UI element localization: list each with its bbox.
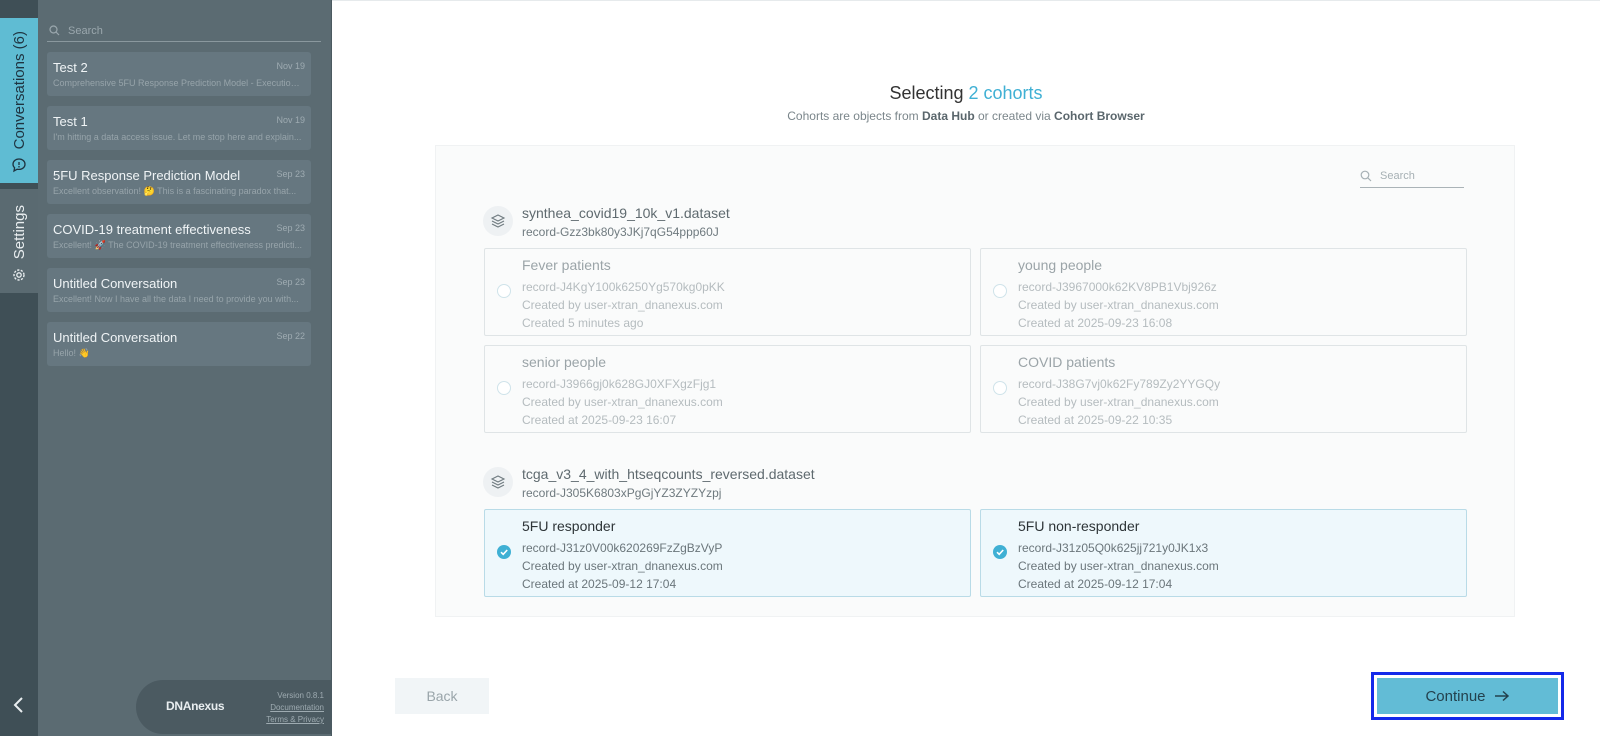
- tab-settings-label: Settings: [10, 204, 28, 259]
- dataset-name: synthea_covid19_10k_v1.dataset: [522, 205, 730, 221]
- cohort-radio[interactable]: [993, 381, 1007, 395]
- vertical-tab-rail: [0, 0, 38, 736]
- conversation-date: Sep 23: [276, 169, 305, 179]
- dataset-record: record-Gzz3bk80y3JKj7qG54ppp60J: [522, 225, 719, 239]
- cohort-record: record-J3967000k62KV8PB1Vbj926z: [1018, 280, 1217, 294]
- conversation-preview: I'm hitting a data access issue. Let me stop here and explain...: [53, 132, 302, 142]
- conversation-item[interactable]: [47, 160, 311, 204]
- conversation-date: Sep 23: [276, 277, 305, 287]
- cohort-created-by: Created by user-xtran_dnanexus.com: [522, 298, 723, 312]
- tab-settings[interactable]: [0, 189, 38, 293]
- cohort-card[interactable]: [484, 248, 971, 336]
- gear-icon: [11, 267, 27, 283]
- cohort-card[interactable]: [980, 345, 1467, 433]
- conversation-preview: Excellent! Now I have all the data I need to provide you with...: [53, 294, 299, 304]
- conversation-date: Sep 22: [276, 331, 305, 341]
- continue-label: Continue: [1425, 687, 1486, 705]
- cohort-name: senior people: [522, 354, 607, 370]
- conversation-date: Nov 19: [276, 115, 305, 125]
- cohort-record: record-J31z05Q0k625jj721y0JK1x3: [1018, 541, 1209, 555]
- conversation-item[interactable]: [47, 52, 311, 96]
- cohort-name: COVID patients: [1018, 354, 1116, 370]
- cohort-radio[interactable]: [993, 284, 1007, 298]
- data-hub-label: Data Hub: [921, 109, 975, 123]
- conversations-sidebar: [38, 0, 332, 736]
- cohort-created-at: Created at 2025-09-12 17:04: [522, 577, 677, 591]
- cohort-record: record-J31z0V00k620269FzZgBzVyP: [522, 541, 723, 555]
- dataset-layers-icon: [483, 467, 513, 497]
- cohort-name: 5FU responder: [522, 518, 616, 534]
- search-icon: [1360, 170, 1372, 182]
- cohort-created-by: Created by user-xtran_dnanexus.com: [522, 559, 723, 573]
- cohort-created-by: Created by user-xtran_dnanexus.com: [1018, 559, 1219, 573]
- cohort-created-at: Created at 2025-09-22 10:35: [1018, 413, 1173, 427]
- cohort-created-at: Created 5 minutes ago: [522, 316, 644, 330]
- sidebar-search-input[interactable]: [47, 20, 321, 42]
- documentation-link[interactable]: Documentation: [270, 703, 324, 712]
- conversation-date: Sep 23: [276, 223, 305, 233]
- page-title-prefix: Selecting: [889, 83, 969, 103]
- dnanexus-logo: DNAnexus: [166, 699, 225, 713]
- checkmark-icon: [497, 545, 511, 559]
- chat-bubble-icon: [11, 157, 27, 173]
- conversation-title: COVID-19 treatment effectiveness: [53, 222, 251, 237]
- cohort-created-at: Created at 2025-09-23 16:07: [522, 413, 677, 427]
- tab-conversations[interactable]: [0, 18, 38, 183]
- conversation-date: Nov 19: [276, 61, 305, 71]
- footer-links: [266, 690, 324, 726]
- dataset-layers-icon: [483, 206, 513, 236]
- conversation-title: Untitled Conversation: [53, 276, 178, 291]
- conversation-title: 5FU Response Prediction Model: [53, 168, 241, 183]
- cohort-radio-checked[interactable]: [497, 545, 511, 559]
- subtitle-text-1: Cohorts are objects from: [787, 109, 922, 123]
- page-subtitle: [332, 109, 1600, 123]
- version-label: Version 0.8.1: [277, 691, 324, 700]
- cohort-record: record-J38G7vj0k62Fy789Zy2YYGQy: [1018, 377, 1221, 391]
- cohort-name: Fever patients: [522, 257, 611, 273]
- page-title: [332, 83, 1600, 104]
- conversation-preview: Excellent observation! 🤔 This is a fascinating paradox that...: [53, 186, 297, 196]
- back-button[interactable]: Back: [395, 678, 489, 714]
- arrow-right-icon: [1494, 690, 1510, 702]
- conversation-preview: Hello! 👋: [53, 348, 90, 358]
- brand-footer: [136, 680, 332, 734]
- cohort-created-at: Created at 2025-09-12 17:04: [1018, 577, 1173, 591]
- conversation-title: Test 1: [53, 114, 88, 129]
- cohort-search-input[interactable]: [1360, 164, 1464, 188]
- conversation-title: Untitled Conversation: [53, 330, 178, 345]
- conversation-title: Test 2: [53, 60, 88, 75]
- conversation-preview: Excellent! 🚀 The COVID-19 treatment effectiveness predicti...: [53, 240, 302, 250]
- cohort-name: 5FU non-responder: [1018, 518, 1140, 534]
- sidebar-search-placeholder: Search: [68, 24, 103, 37]
- cohort-created-by: Created by user-xtran_dnanexus.com: [522, 395, 723, 409]
- subtitle-text-2: or created via: [974, 109, 1055, 123]
- tab-conversations-label: Conversations (6): [10, 30, 28, 149]
- cohort-created-at: Created at 2025-09-23 16:08: [1018, 316, 1173, 330]
- cohort-card-selected[interactable]: [980, 509, 1467, 597]
- chevron-left-icon[interactable]: [10, 696, 28, 714]
- continue-button[interactable]: [1377, 678, 1558, 714]
- terms-privacy-link[interactable]: Terms & Privacy: [266, 715, 324, 724]
- cohort-created-by: Created by user-xtran_dnanexus.com: [1018, 395, 1219, 409]
- main-content: [332, 0, 1600, 736]
- conversation-preview: Comprehensive 5FU Response Prediction Model - Execution...: [53, 78, 303, 88]
- cohort-created-by: Created by user-xtran_dnanexus.com: [1018, 298, 1219, 312]
- cohort-search-placeholder: Search: [1380, 169, 1415, 182]
- cohort-record: record-J3966gj0k628GJ0XFXgzFjg1: [522, 377, 717, 391]
- cohort-name: young people: [1018, 257, 1103, 273]
- search-icon: [49, 25, 60, 36]
- cohort-radio[interactable]: [497, 381, 511, 395]
- dataset-record: record-J305K6803xPgGjYZ3ZYZYzpj: [522, 486, 722, 500]
- checkmark-icon: [993, 545, 1007, 559]
- cohort-record: record-J4KgY100k6250Yg570kg0pKK: [522, 280, 725, 294]
- cohort-card[interactable]: [980, 248, 1467, 336]
- cohort-radio[interactable]: [497, 284, 511, 298]
- cohort-card-selected[interactable]: [484, 509, 971, 597]
- conversation-item[interactable]: [47, 322, 311, 366]
- conversation-item[interactable]: [47, 214, 311, 258]
- dataset-name: tcga_v3_4_with_htseqcounts_reversed.dataset: [522, 466, 815, 482]
- cohort-card[interactable]: [484, 345, 971, 433]
- cohort-radio-checked[interactable]: [993, 545, 1007, 559]
- cohort-count: 2 cohorts: [968, 83, 1043, 103]
- conversation-item[interactable]: [47, 106, 311, 150]
- cohort-browser-label: Cohort Browser: [1054, 109, 1145, 123]
- conversation-item[interactable]: [47, 268, 311, 312]
